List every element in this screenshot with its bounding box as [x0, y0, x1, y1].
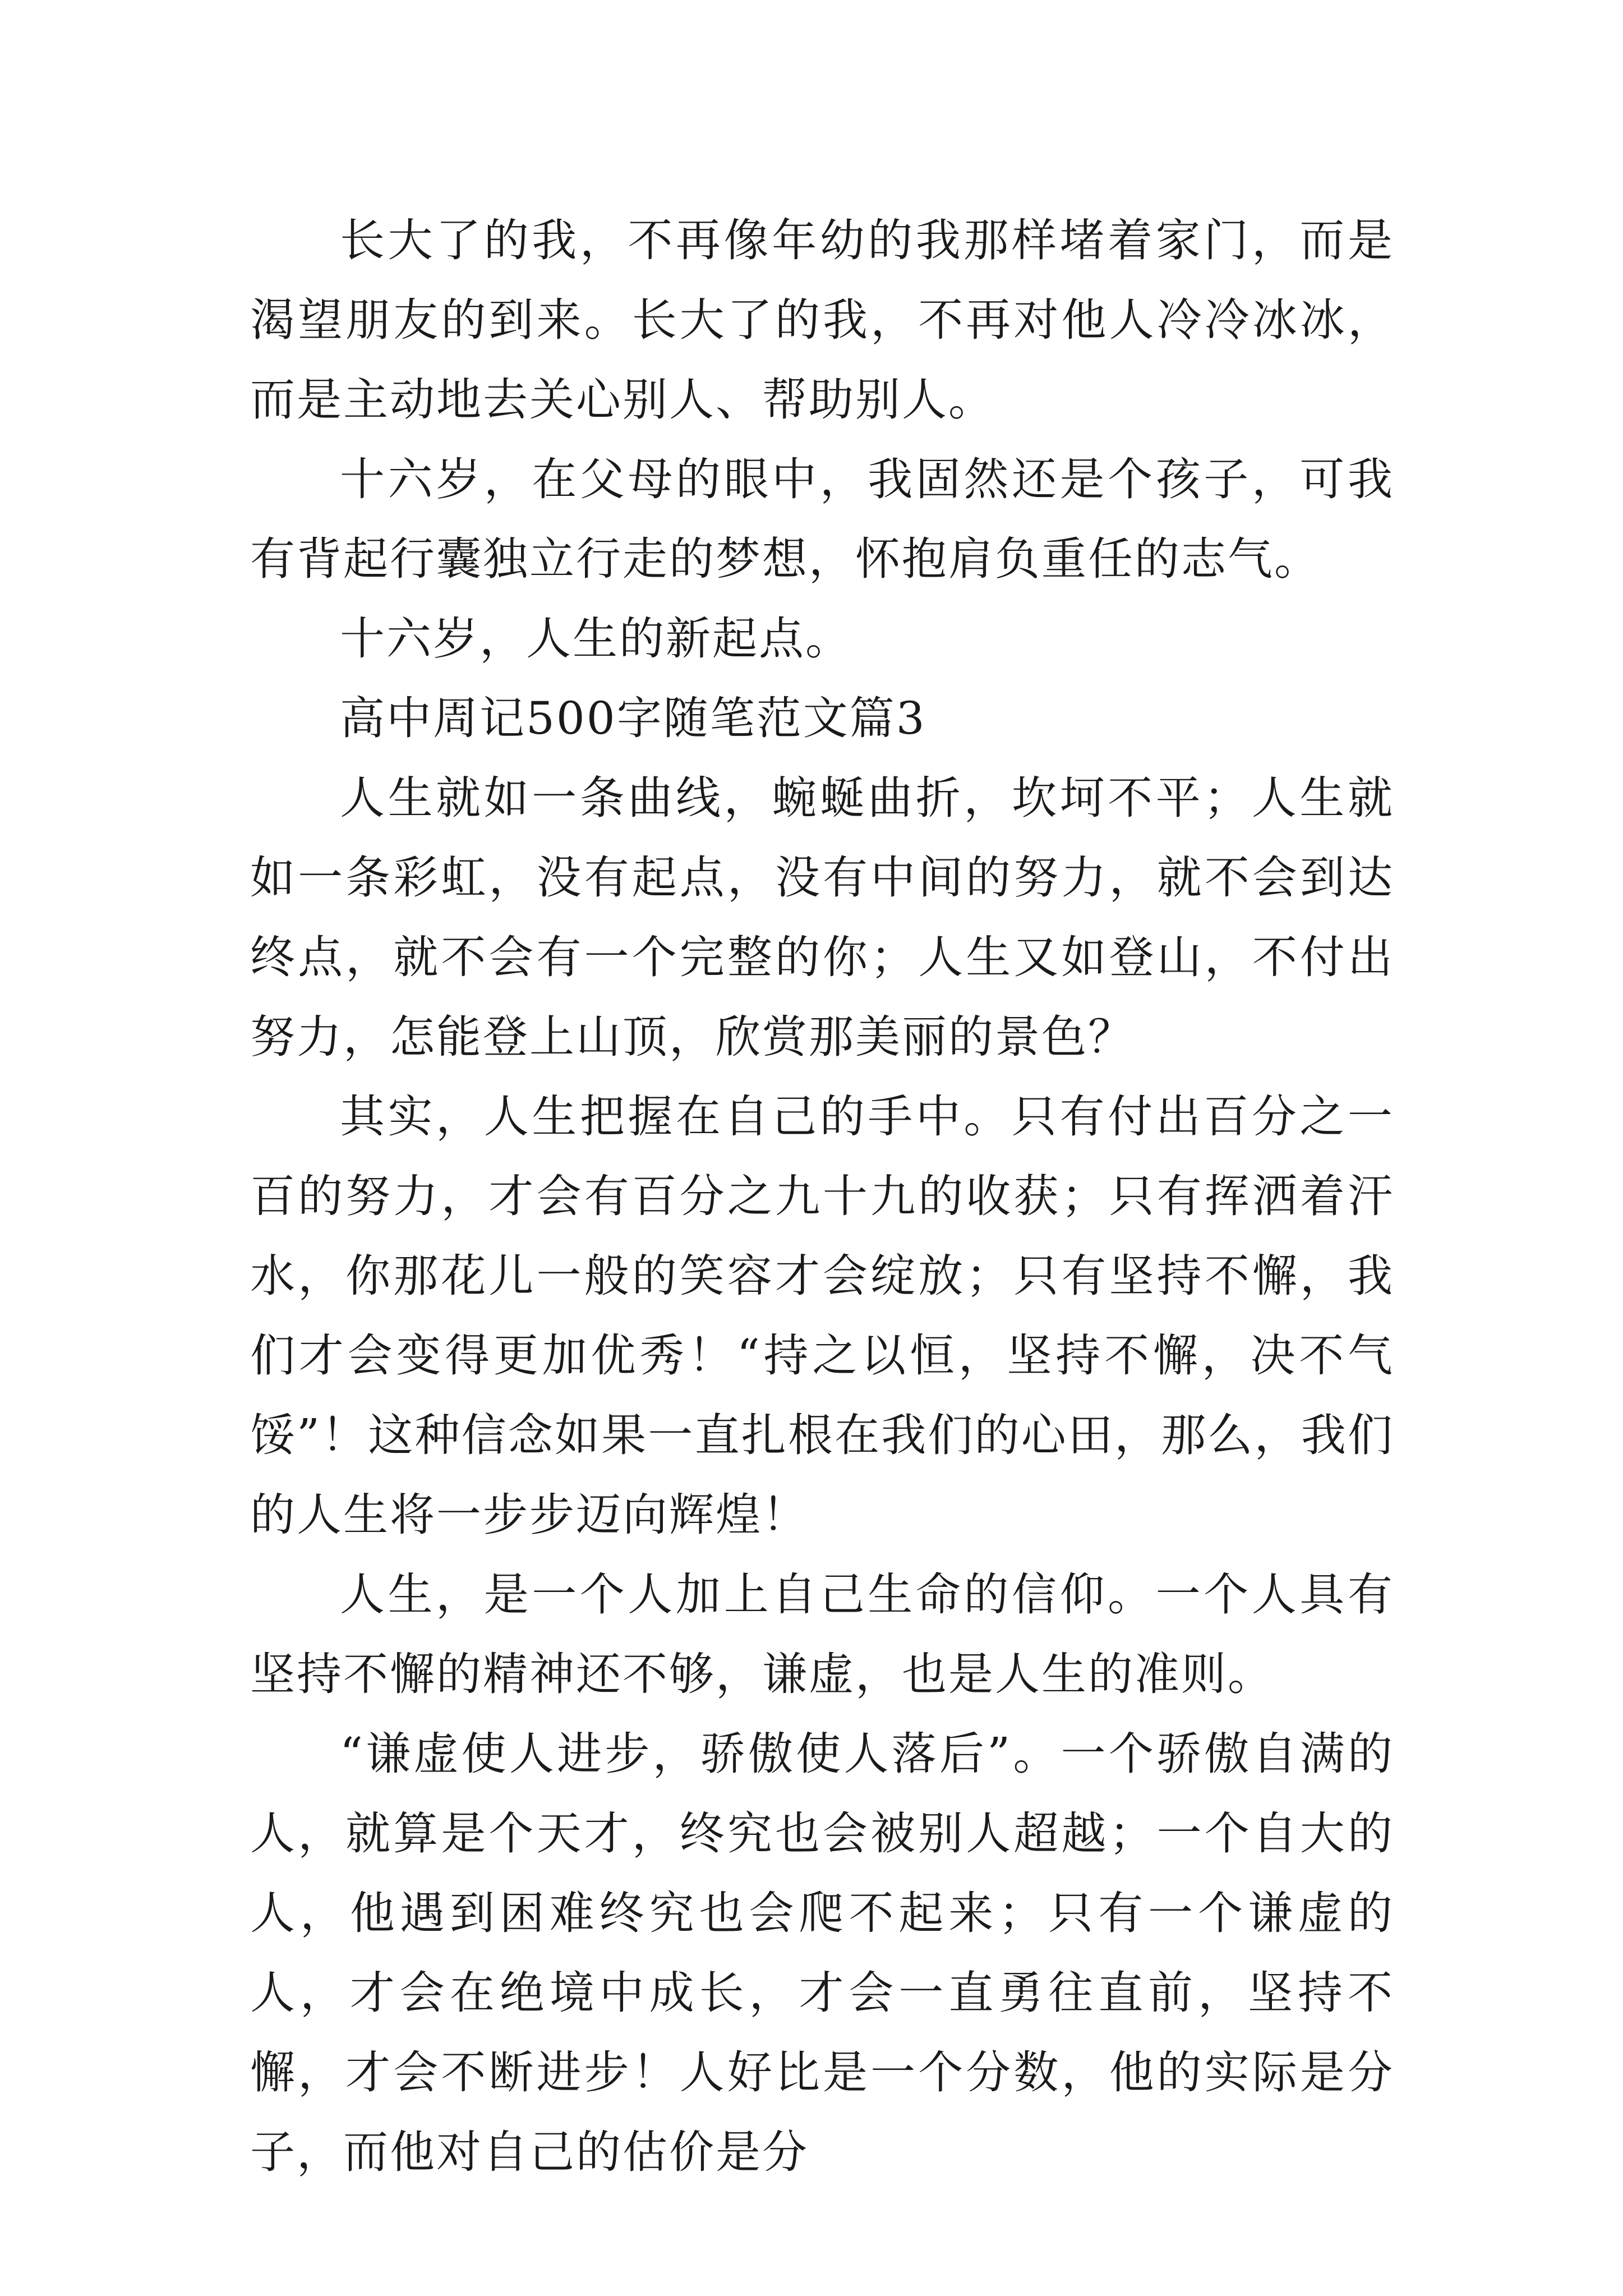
section-heading: 高中周记500字随笔范文篇3 — [340, 692, 926, 744]
paragraph-grown-up: 长大了的我，不再像年幼的我那样堵着家门，而是渴望朋友的到来。长大了的我，不再对他人冷冷冰冰，而是主动地去关心别人、帮助别人。 — [250, 214, 1394, 426]
paragraph-modesty: “谦虚使人进步，骄傲使人落后”。一个骄傲自满的人，就算是个天才，终究也会被别人超越；一个自大的人，他遇到困难终究也会爬不起来；只有一个谦虚的人，才会在绝境中成长，才会一直勇往直前，坚持不懈，才会不断进步！人好比是一个分数，他的实际是分子，而他对自己的估价是分 — [250, 1728, 1394, 2178]
body-text — [250, 201, 1394, 2192]
paragraph-sixteen-dream: 十六岁，在父母的眼中，我固然还是个孩子，可我有背起行囊独立行走的梦想，怀抱肩负重任的志气。 — [250, 453, 1394, 585]
paragraph-life-curve: 人生就如一条曲线，蜿蜒曲折，坎坷不平；人生就如一条彩虹，没有起点，没有中间的努力，就不会到达终点，就不会有一个完整的你；人生又如登山，不付出努力，怎能登上山顶，欣赏那美丽的景色？ — [250, 772, 1394, 1063]
paragraph-belief: 人生，是一个人加上自己生命的信仰。一个人具有坚持不懈的精神还不够，谦虚，也是人生的准则。 — [250, 1568, 1394, 1700]
paragraph-new-start: 十六岁，人生的新起点。 — [340, 613, 852, 665]
paragraph-effort: 其实，人生把握在自己的手中。只有付出百分之一百的努力，才会有百分之九十九的收获；只有挥洒着汗水，你那花儿一般的笑容才会绽放；只有坚持不懈，我们才会变得更加优秀！“持之以恒，坚持不懈，决不气馁”！这种信念如果一直扎根在我们的心田，那么，我们的人生将一步步迈向辉煌！ — [250, 1091, 1394, 1541]
